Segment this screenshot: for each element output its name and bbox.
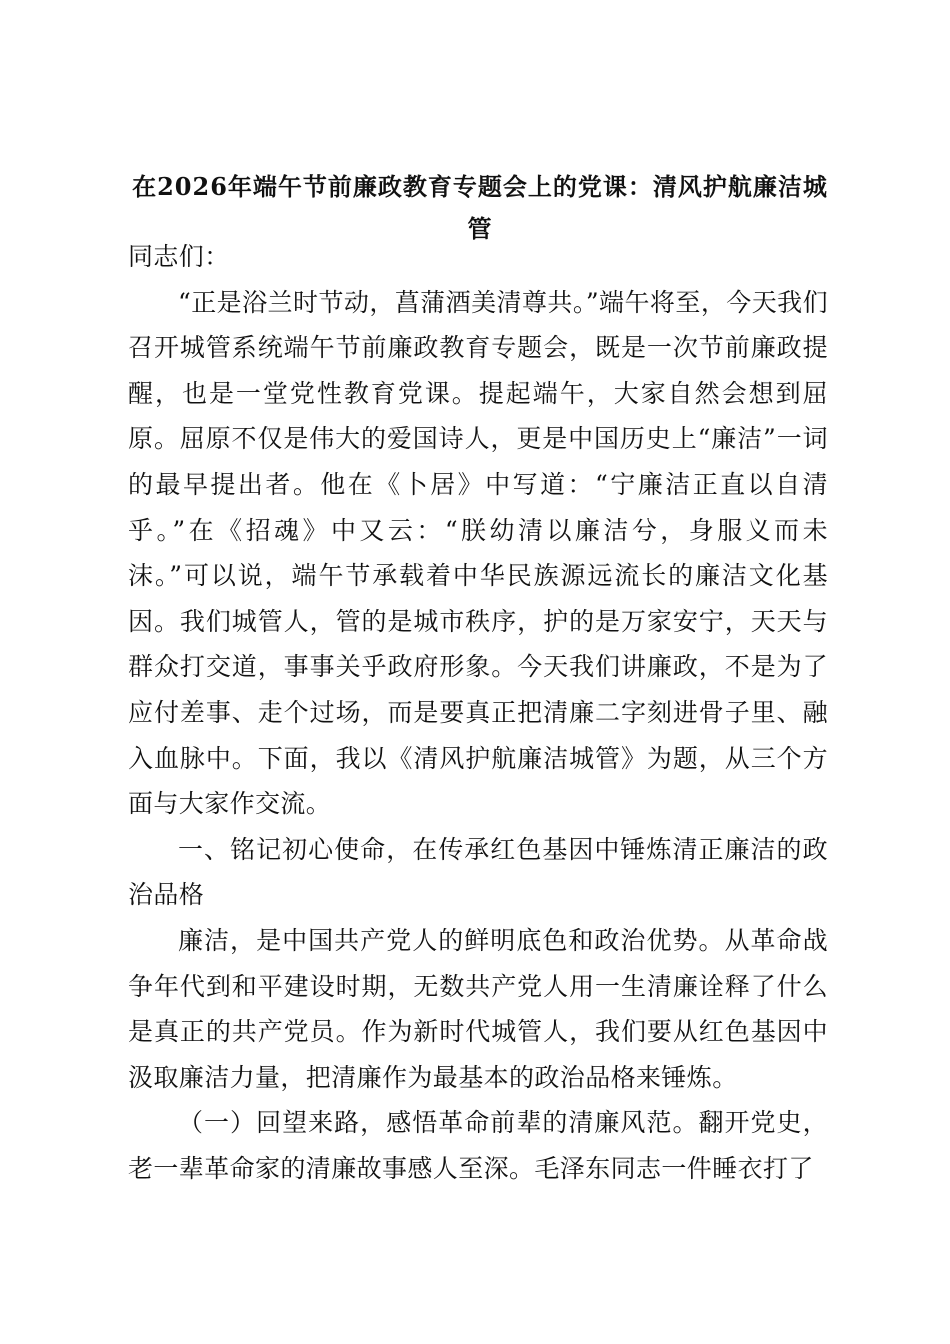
paragraph-section-1: 廉洁，是中国共产党人的鲜明底色和政治优势。从革命战争年代到和平建设时期，无数共产党人用一生清廉诠释了什么是真正的共产党员。作为新时代城管人，我们要从红色基因中汲取廉洁力量，把清廉作为最基本的政治品格来锤炼。 <box>128 925 828 1092</box>
section-heading-1: 一、铭记初心使命，在传承红色基因中锤炼清正廉洁的政治品格 <box>128 834 828 910</box>
paragraph-intro: “正是浴兰时节动，菖蒲酒美清尊共。”端午将至，今天我们召开城管系统端午节前廉政教育专题会，既是一次节前廉政提醒，也是一堂党性教育党课。提起端午，大家自然会想到屈原。屈原不仅是伟大的爱国诗人，更是中国历史上“廉洁”一词的最早提出者。他在《卜居》中写道：“宁廉洁正直以自清乎。”在《招魂》中又云：“朕幼清以廉洁兮，身服义而未沫。”可以说，端午节承载着中华民族源远流长的廉洁文化基因。我们城管人，管的是城市秩序，护的是万家安宁，天天与群众打交道，事事关乎政府形象。今天我们讲廉政，不是为了应付差事、走个过场，而是要真正把清廉二字刻进骨子里、融入血脉中。下面，我以《清风护航廉洁城管》为题，从三个方面与大家作交流。 <box>128 287 828 819</box>
paragraph-subsection-1: （一）回望来路，感悟革命前辈的清廉风范。翻开党史，老一辈革命家的清廉故事感人至深。毛泽东同志一件睡衣打了 <box>128 1108 828 1183</box>
document-title: 在2026年端午节前廉政教育专题会上的党课：清风护航廉洁城管 <box>132 172 828 243</box>
document-body <box>128 234 828 1191</box>
salutation: 同志们： <box>128 242 230 271</box>
